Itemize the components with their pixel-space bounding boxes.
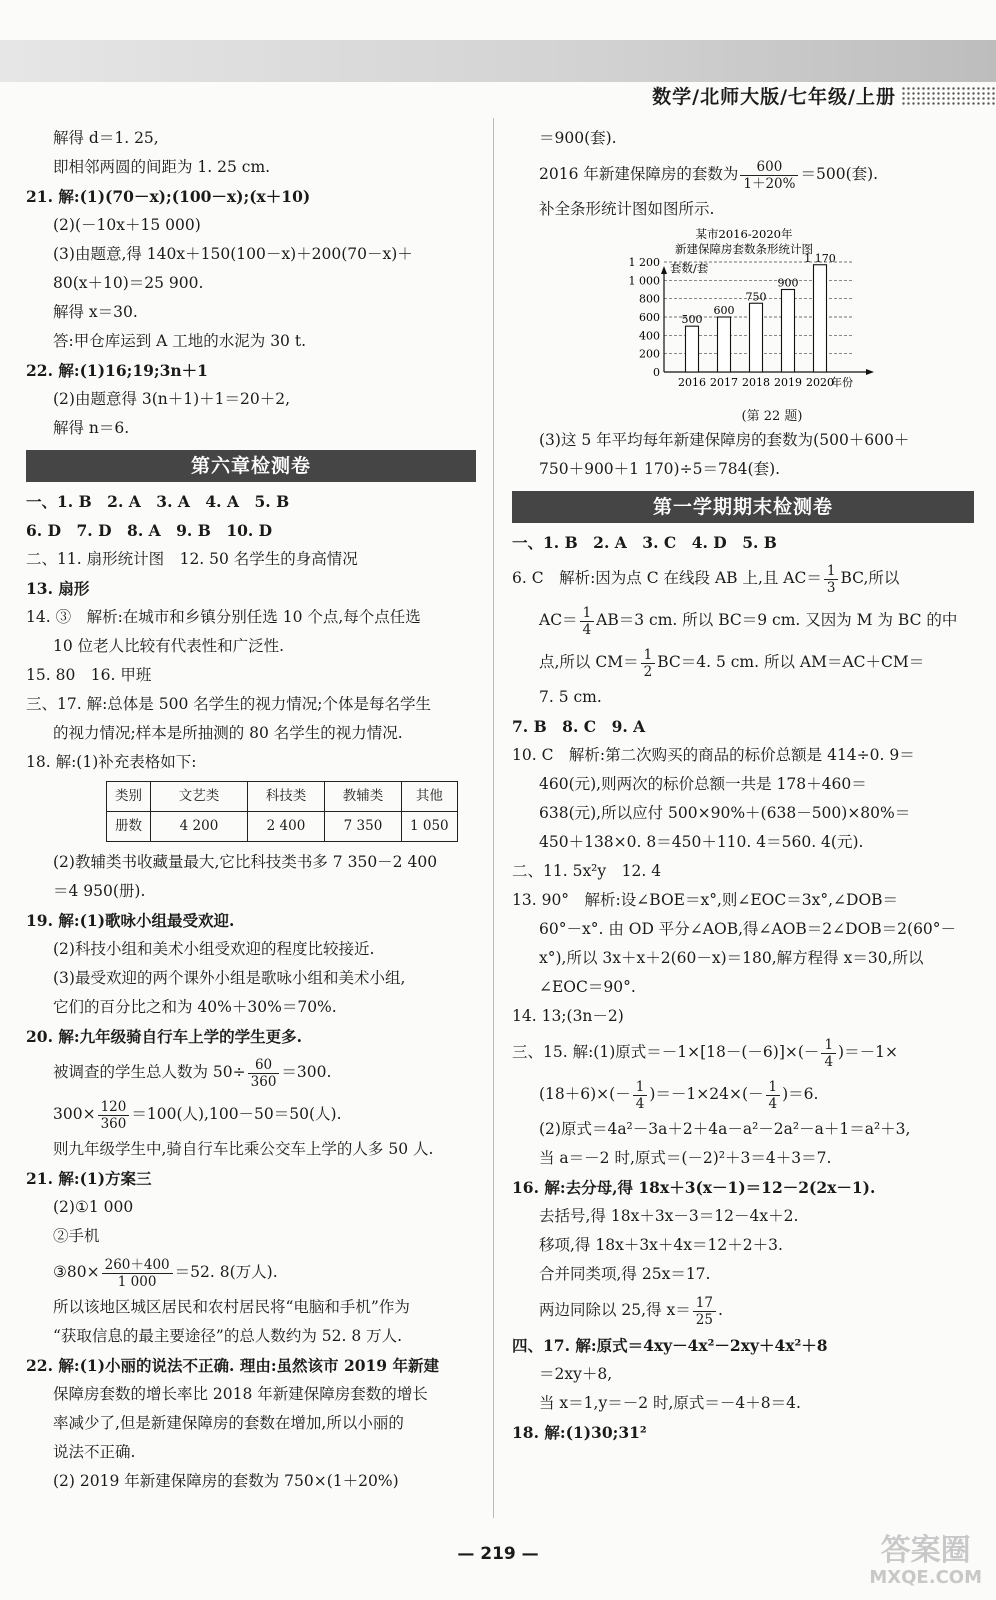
text-line: 18. 解:(1)补充表格如下: — [26, 753, 197, 771]
fraction: $\frac{260+400}{1 000}$ — [102, 1257, 173, 1290]
text-line: ＝4 950(册). — [53, 882, 146, 900]
text-line: 补全条形统计图如图所示. — [539, 200, 715, 218]
figure-caption: (第 22 题) — [741, 409, 803, 424]
text-line: 21. 解:(1)(70－x);(100－x);(x＋10) — [26, 187, 311, 206]
text-line: 一、1. B 2. A 3. C 4. D 5. B — [512, 533, 777, 552]
text-line: “获取信息的最主要途径”的总人数约为 52. 8 万人. — [53, 1327, 403, 1345]
top-band — [0, 40, 996, 82]
left-column — [26, 124, 476, 1496]
y-tick-label: 800 — [639, 292, 660, 306]
text-line: 2016 年新建保障房的套数为 $\frac{600}{1+20\%}$ ＝500(套). — [539, 158, 879, 192]
text-line: 被调查的学生总人数为 50÷ $\frac{60}{360}$ ＝300. — [53, 1056, 332, 1090]
y-axis-arrow — [661, 266, 667, 274]
text-line: (2)原式＝4a²－3a＋2＋4a－a²－2a²－a＋1＝a²＋3, — [539, 1120, 911, 1138]
text-line: 说法不正确. — [53, 1443, 136, 1461]
fraction: $\frac{60}{360}$ — [248, 1057, 280, 1090]
text-line: 三、15. 解:(1)原式＝－1×[18－(－6)]×(－ $\frac{1}{4}$ )＝－1× — [512, 1036, 898, 1070]
text-line: 300× $\frac{120}{360}$ ＝100(人),100－50＝50(人). — [53, 1098, 342, 1132]
text-line: 保障房套数的增长率比 2018 年新建保障房套数的增长 — [53, 1385, 428, 1403]
text-line: 20. 解:九年级骑自行车上学的学生更多. — [26, 1027, 302, 1046]
text-line: 13. 90° 解析:设∠BOE＝x°,则∠EOC＝3x°,∠DOB＝ — [512, 891, 899, 909]
fraction: $\frac{1}{4}$ — [821, 1037, 836, 1070]
text-line: 450＋138×0. 8＝450＋110. 4＝560. 4(元). — [539, 833, 864, 851]
section-banner: 第六章检测卷 — [26, 450, 476, 482]
table-cell: 4 200 — [151, 812, 248, 842]
text-line: 答:甲仓库运到 A 工地的水泥为 30 t. — [53, 332, 307, 350]
y-tick-label: 200 — [639, 347, 660, 361]
text-line: 10. C 解析:第二次购买的商品的标价总额是 414÷0. 9＝ — [512, 746, 915, 764]
fraction: $\frac{17}{25}$ — [693, 1295, 716, 1328]
text-line: 当 a＝－2 时,原式＝(－2)²＋3＝4＋3＝7. — [539, 1149, 832, 1167]
text-line: 当 x＝1,y＝－2 时,原式＝－4＋8＝4. — [539, 1394, 801, 1412]
x-tick-label: 2019 — [774, 376, 802, 389]
text-line: (2) 2019 年新建保障房的套数为 750×(1＋20%) — [53, 1472, 399, 1490]
right-column — [512, 124, 974, 1447]
text-line: 7. 5 cm. — [539, 688, 602, 706]
text-line: 合并同类项,得 25x＝17. — [539, 1265, 711, 1283]
text-line: 18. 解:(1)30;31² — [512, 1423, 647, 1442]
table-cell: 文艺类 — [151, 782, 248, 812]
text-line: (3)这 5 年平均每年新建保障房的套数为(500＋600＋ — [539, 431, 910, 449]
header-title: 数学/北师大版/七年级/上册 — [652, 86, 896, 108]
table-cell: 教辅类 — [325, 782, 402, 812]
text-line: 60°－x°. 由 OD 平分∠AOB,得∠AOB＝2∠DOB＝2(60°－ — [539, 920, 957, 938]
y-tick-label: 400 — [639, 329, 660, 343]
text-line: 460(元),则两次的标价总额一共是 178＋460＝ — [539, 775, 867, 793]
fraction: $\frac{1}{4}$ — [580, 605, 595, 638]
text-line: 所以该地区城区居民和农村居民将“电脑和手机”作为 — [53, 1298, 410, 1316]
text-line: 一、1. B 2. A 3. A 4. A 5. B — [26, 492, 290, 511]
text-line: 22. 解:(1)小丽的说法不正确. 理由:虽然该市 2019 年新建 — [26, 1356, 439, 1375]
header-dots — [901, 86, 996, 106]
text-line: 它们的百分比之和为 40%＋30%＝70%. — [53, 998, 337, 1016]
text-line: (2)由题意得 3(n＋1)＋1＝20＋2, — [53, 390, 291, 408]
text-line: 80(x＋10)＝25 900. — [53, 274, 204, 292]
text-line: (3)最受欢迎的两个课外小组是歌咏小组和美术小组, — [53, 969, 406, 987]
text-line: 解得 n＝6. — [53, 419, 130, 437]
text-line: 21. 解:(1)方案三 — [26, 1169, 152, 1188]
text-line: (2)①1 000 — [53, 1198, 134, 1216]
x-tick-label: 2017 — [710, 376, 738, 389]
text-line: 二、11. 5x²y 12. 4 — [512, 862, 662, 880]
table-cell: 科技类 — [248, 782, 325, 812]
text-line: 即相邻两圆的间距为 1. 25 cm. — [53, 158, 271, 176]
fraction: $\frac{600}{1+20\%}$ — [740, 159, 798, 192]
answer-table — [106, 781, 458, 842]
text-line: 去括号,得 18x＋3x－3＝12－4x＋2. — [539, 1207, 799, 1225]
text-line: (3)由题意,得 140x＋150(100－x)＋200(70－x)＋ — [53, 245, 413, 263]
x-axis-label: 年份 — [831, 376, 853, 389]
text-line: 750＋900＋1 170)÷5＝784(套). — [539, 460, 781, 478]
text-line: 点,所以 CM＝ $\frac{1}{2}$ BC＝4. 5 cm. 所以 AM＝AC＋CM＝ — [539, 646, 925, 680]
text-line: 6. C 解析:因为点 C 在线段 AB 上,且 AC＝ $\frac{1}{3}$ BC,所以 — [512, 562, 900, 596]
bar-chart — [512, 226, 974, 408]
text-line: ＝900(套). — [539, 129, 617, 147]
text-line: 13. 扇形 — [26, 579, 90, 598]
y-tick-label: 1 000 — [628, 274, 660, 288]
y-axis-label: 套数/套 — [670, 261, 709, 275]
text-line: 四、17. 解:原式＝4xy－4x²－2xy＋4x²＋8 — [512, 1336, 828, 1355]
fraction: $\frac{1}{4}$ — [766, 1079, 781, 1112]
text-line: 10 位老人比较有代表性和广泛性. — [53, 637, 285, 655]
y-tick-label: 1 200 — [628, 256, 660, 269]
chart-title: 新建保障房套数条形统计图 — [675, 242, 813, 256]
bar-value-label: 900 — [777, 276, 799, 290]
text-line: 7. B 8. C 9. A — [512, 717, 646, 736]
text-line: x°),所以 3x＋x＋2(60－x)＝180,解方程得 x＝30,所以 — [539, 949, 924, 967]
text-line: ③80× $\frac{260+400}{1 000}$ ＝52. 8(万人). — [53, 1256, 278, 1290]
fraction: $\frac{1}{3}$ — [824, 563, 839, 596]
section-banner: 第一学期期末检测卷 — [512, 491, 974, 523]
bar-value-label: 600 — [713, 304, 735, 317]
text-line: ＝2xy＋8, — [539, 1365, 613, 1383]
text-line: 则九年级学生中,骑自行车比乘公交车上学的人多 50 人. — [53, 1140, 434, 1158]
text-line: 解得 d＝1. 25, — [53, 129, 159, 147]
column-divider — [493, 118, 494, 1518]
text-line: 16. 解:去分母,得 18x＋3(x－1)＝12－2(2x－1). — [512, 1178, 876, 1197]
text-line: 两边同除以 25,得 x＝ $\frac{17}{25}$ . — [539, 1294, 723, 1328]
text-line: (2)科技小组和美术小组受欢迎的程度比较接近. — [53, 940, 375, 958]
chart-svg — [512, 226, 972, 398]
text-line: 6. D 7. D 8. A 9. B 10. D — [26, 521, 273, 540]
table-cell: 册数 — [107, 812, 151, 842]
text-line: ∠EOC＝90°. — [539, 978, 636, 996]
text-line: 22. 解:(1)16;19;3n＋1 — [26, 361, 208, 380]
page-number: — 219 — — [457, 1544, 539, 1564]
text-line: 移项,得 18x＋3x＋4x＝12＋2＋3. — [539, 1236, 783, 1254]
text-line: 二、11. 扇形统计图 12. 50 名学生的身高情况 — [26, 550, 358, 568]
x-axis-arrow — [866, 369, 874, 375]
bar-value-label: 1 170 — [804, 251, 836, 265]
bar — [718, 317, 731, 372]
x-tick-label: 2020 — [806, 376, 834, 389]
y-tick-label: 600 — [639, 311, 660, 324]
text-line: (18＋6)×(－ $\frac{1}{4}$ )＝－1×24×(－ $\frac{1}{4}$ )＝6. — [539, 1078, 819, 1112]
text-line: AC＝ $\frac{1}{4}$ AB＝3 cm. 所以 BC＝9 cm. 又因为 M 为 BC 的中 — [539, 604, 958, 638]
table-cell: 2 400 — [248, 812, 325, 842]
x-tick-label: 2018 — [742, 376, 770, 389]
bar — [686, 326, 699, 372]
bar-value-label: 750 — [745, 290, 767, 304]
bar — [782, 290, 795, 373]
text-line: 解得 x＝30. — [53, 303, 138, 321]
table-cell: 1 050 — [402, 812, 458, 842]
y-tick-label: 0 — [653, 366, 660, 379]
text-line: ②手机 — [53, 1227, 100, 1245]
text-line: 15. 80 16. 甲班 — [26, 666, 152, 684]
table-cell: 其他 — [402, 782, 458, 812]
table-cell: 7 350 — [325, 812, 402, 842]
x-tick-label: 2016 — [678, 376, 706, 389]
text-line: 14. ③ 解析:在城市和乡镇分别任选 10 个点,每个点任选 — [26, 608, 421, 626]
chart-title: 某市2016-2020年 — [695, 227, 793, 241]
text-line: (2)(－10x＋15 000) — [53, 216, 201, 234]
text-line: 三、17. 解:总体是 500 名学生的视力情况;个体是每名学生 — [26, 695, 431, 713]
table-cell: 类别 — [107, 782, 151, 812]
table-row — [107, 782, 458, 812]
text-line: 19. 解:(1)歌咏小组最受欢迎. — [26, 911, 235, 930]
bar-value-label: 500 — [681, 313, 703, 327]
table-row — [107, 812, 458, 842]
text-line: 的视力情况;样本是所抽测的 80 名学生的视力情况. — [53, 724, 403, 742]
text-line: 14. 13;(3n－2) — [512, 1007, 624, 1025]
fraction: $\frac{1}{4}$ — [633, 1079, 648, 1112]
fraction: $\frac{120}{360}$ — [98, 1099, 130, 1132]
fraction: $\frac{1}{2}$ — [641, 647, 656, 680]
text-line: 率减少了,但是新建保障房的套数在增加,所以小丽的 — [53, 1414, 404, 1432]
text-line: (2)教辅类书收藏量最大,它比科技类书多 7 350－2 400 — [53, 853, 438, 871]
bar — [750, 303, 763, 372]
bar — [814, 265, 827, 372]
text-line: 638(元),所以应付 500×90%＋(638－500)×80%＝ — [539, 804, 911, 822]
watermark-logo: 答案圈 MXQE.COM — [869, 1533, 982, 1588]
